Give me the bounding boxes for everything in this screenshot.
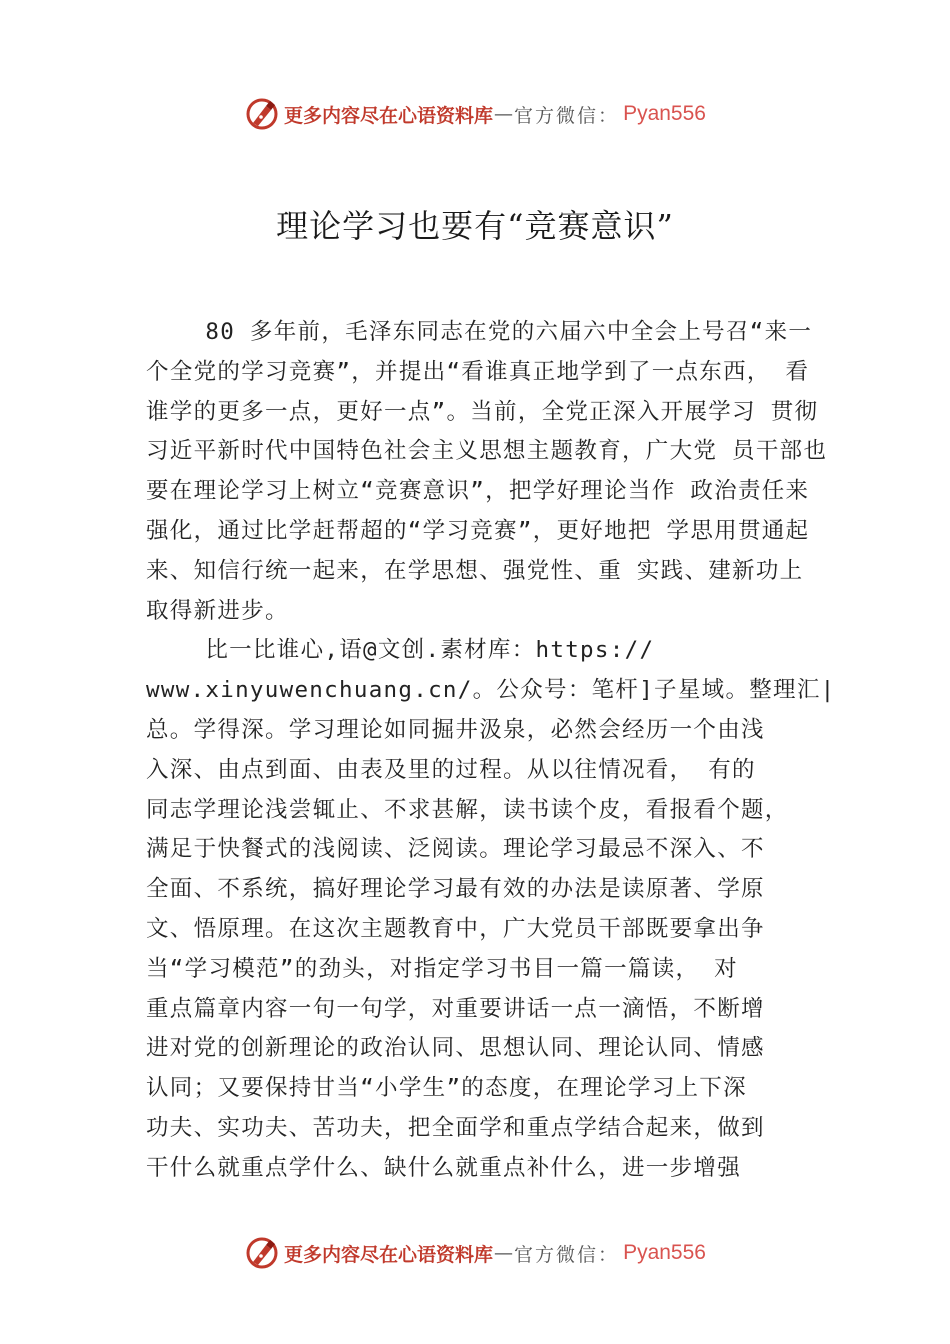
body-line: 强化，通过比学赶帮超的“学习竞赛”，更好地把 学思用贯通起	[146, 517, 810, 544]
body-line: www.xinyuwenchuang.cn/。公众号：笔杆]子星域。整理汇|	[146, 677, 836, 704]
banner-main-text: 更多内容尽在心语资料库	[284, 104, 494, 127]
body-line: 来、知信行统一起来，在学思想、强党性、重 实践、建新功上	[146, 557, 804, 584]
article-body	[146, 313, 836, 1189]
banner-separator: —	[494, 1242, 514, 1264]
body-line: 个全党的学习竞赛”，并提出“看谁真正地学到了一点东西， 看	[146, 358, 810, 385]
banner-wechat-id: Pyan556	[623, 102, 706, 125]
body-line: 满足于快餐式的浅阅读、泛阅读。理论学习最忌不深入、不	[146, 836, 765, 863]
body-line: 80 多年前，毛泽东同志在党的六届六中全会上号召“来一	[146, 319, 813, 345]
body-line: 功夫、实功夫、苦功夫，把全面学和重点学结合起来，做到	[146, 1114, 765, 1141]
header-banner	[0, 94, 950, 134]
body-line: 干什么就重点学什么、缺什么就重点补什么，进一步增强	[146, 1154, 742, 1181]
pen-nib-logo-icon	[244, 1235, 280, 1271]
body-line: 进对党的创新理论的政治认同、思想认同、理论认同、情感	[146, 1035, 765, 1062]
pen-nib-logo-icon	[244, 96, 280, 132]
banner-wechat-label: 官方微信：	[514, 104, 620, 127]
body-line: 当“学习模范”的劲头，对指定学习书目一篇一篇读， 对	[146, 955, 738, 982]
banner-separator: —	[494, 103, 514, 125]
body-line: 全面、不系统，搞好理论学习最有效的办法是读原著、学原	[146, 876, 765, 903]
body-line: 入深、由点到面、由表及里的过程。从以往情况看， 有的	[146, 756, 756, 783]
body-line: 习近平新时代中国特色社会主义思想主题教育，广大党 员干部也	[146, 438, 828, 465]
body-line: 谁学的更多一点，更好一点”。当前，全党正深入开展学习 贯彻	[146, 398, 819, 425]
body-line: 文、悟原理。在这次主题教育中，广大党员干部既要拿出争	[146, 915, 765, 942]
body-line: 总。学得深。学习理论如同掘井汲泉，必然会经历一个由浅	[146, 716, 765, 743]
body-line: 认同；又要保持甘当“小学生”的态度，在理论学习上下深	[146, 1075, 747, 1102]
banner-wechat-label: 官方微信：	[514, 1243, 620, 1266]
banner-wechat-id: Pyan556	[623, 1241, 706, 1264]
body-line: 重点篇章内容一句一句学，对重要讲话一点一滴悟，不断增	[146, 995, 765, 1022]
banner-main-text: 更多内容尽在心语资料库	[284, 1243, 494, 1266]
body-line: 要在理论学习上树立“竞赛意识”，把学好理论当作 政治责任来	[146, 478, 810, 505]
body-line: 同志学理论浅尝辄止、不求甚解，读书读个皮，看报看个题，	[146, 796, 789, 823]
body-line: 比一比谁心,语@文创.素材库：https://	[146, 637, 655, 664]
body-line: 取得新进步。	[146, 597, 289, 624]
footer-banner	[0, 1233, 950, 1273]
page-title: 理论学习也要有“竞赛意识”	[276, 207, 674, 245]
